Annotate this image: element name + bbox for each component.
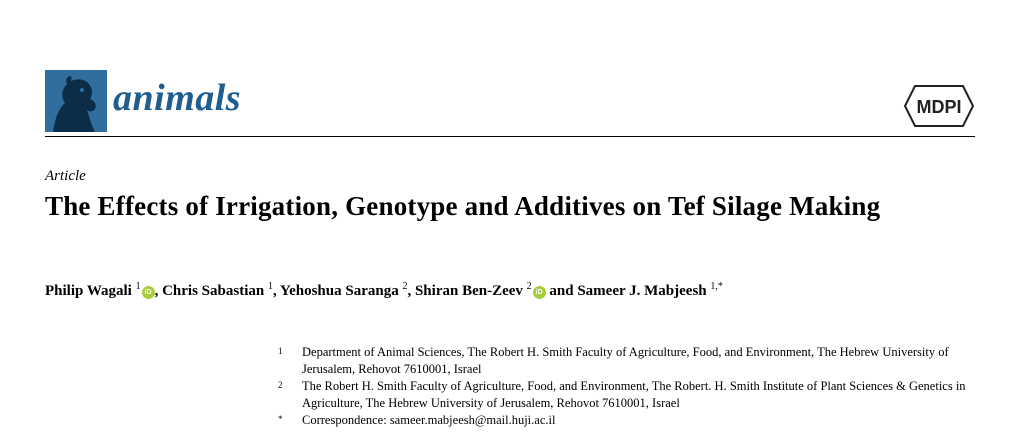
mdpi-logo-text: MDPI <box>916 97 962 117</box>
author-affiliation-marker: 2 <box>526 281 532 292</box>
author-name: Shiran Ben-Zeev <box>414 283 523 299</box>
header-divider <box>45 136 975 137</box>
author-list <box>45 283 723 300</box>
author-affiliation-marker: 1,* <box>710 281 723 292</box>
affiliation-text: The Robert H. Smith Faculty of Agriculture, Food, and Environment, The Robert. H. Smith Institute of Plant Sciences & Genetics in Agriculture, The Hebrew University of Jerusalem, Rehovot 7610001, Israel <box>302 379 966 410</box>
author-affiliation-marker: 1 <box>267 281 273 292</box>
author-name: Chris Sabastian <box>162 283 265 299</box>
affiliation-marker: 1 <box>278 346 283 356</box>
author-affiliation-marker: 2 <box>402 281 408 292</box>
author-name: Sameer J. Mabjeesh <box>577 283 707 299</box>
article-title: The Effects of Irrigation, Genotype and Additives on Tef Silage Making <box>45 191 881 221</box>
affiliation-item <box>278 344 988 378</box>
author-name: Philip Wagali <box>45 283 132 299</box>
article-type: Article <box>45 168 86 184</box>
affiliation-text: Department of Animal Sciences, The Robert H. Smith Faculty of Agriculture, Food, and Environment, The Hebrew University of Jerusalem, Rehovot 7610001, Israel <box>302 345 949 376</box>
affiliation-item <box>278 412 988 429</box>
journal-header <box>45 70 975 136</box>
affiliation-item <box>278 378 988 412</box>
author-separator: , <box>407 283 415 299</box>
author-separator: , <box>154 283 163 299</box>
mdpi-logo-icon <box>903 82 975 130</box>
author-name: Yehoshua Saranga <box>279 283 399 299</box>
orcid-icon[interactable]: iD <box>533 286 546 299</box>
affiliation-marker: 2 <box>278 380 283 390</box>
author-separator: , <box>272 283 280 299</box>
author-separator: and <box>545 283 578 299</box>
journal-name: animals <box>113 77 242 119</box>
orcid-icon[interactable]: iD <box>142 286 155 299</box>
affiliations <box>278 344 988 429</box>
affiliation-text: Correspondence: sameer.mabjeesh@mail.huji.ac.il <box>302 413 556 427</box>
author-affiliation-marker: 1 <box>135 281 141 292</box>
journal-logo-icon <box>45 70 107 132</box>
affiliation-marker: * <box>278 414 283 424</box>
